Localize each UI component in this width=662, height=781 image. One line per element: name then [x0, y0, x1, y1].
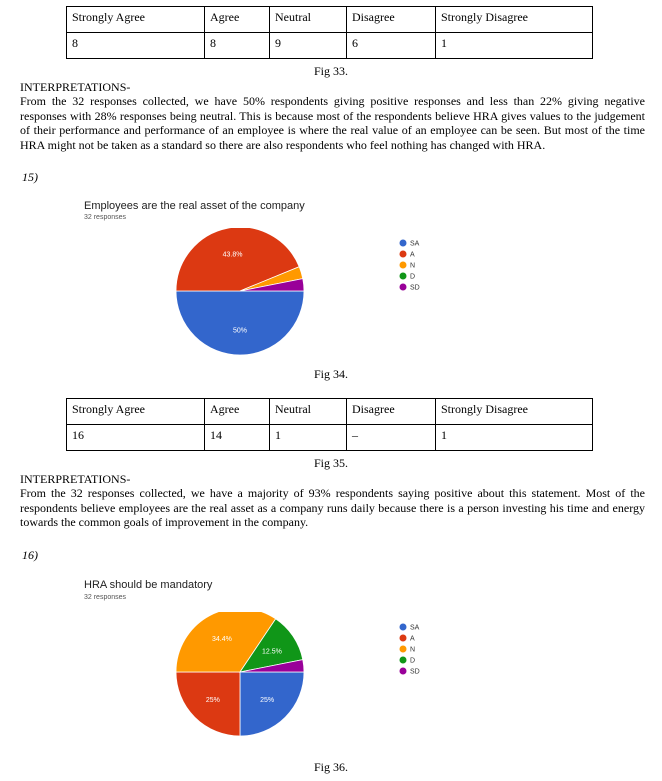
- legend-swatch-a: [400, 635, 407, 642]
- pie-chart-employees-asset: [160, 228, 460, 358]
- legend-label-d: D: [410, 273, 416, 281]
- value-cell: 9: [270, 33, 347, 59]
- legend-label-a: A: [410, 251, 415, 259]
- legend-swatch-d: [400, 657, 407, 664]
- interpretation-heading: INTERPRETATIONS-: [20, 80, 131, 94]
- table-row: [67, 33, 593, 59]
- figure-caption: Fig 36.: [314, 760, 349, 774]
- figure-caption: Fig 33.: [314, 64, 349, 78]
- legend-swatch-sa: [400, 624, 407, 631]
- legend-swatch-n: [400, 262, 407, 269]
- value-cell: 1: [436, 33, 593, 59]
- legend-swatch-a: [400, 251, 407, 258]
- value-cell: –: [347, 425, 436, 451]
- legend-label-a: A: [410, 635, 415, 643]
- figure-caption: Fig 34.: [314, 367, 349, 381]
- question-number: 16): [22, 548, 38, 562]
- header-cell: Strongly Agree: [67, 399, 205, 425]
- legend-label-sd: SD: [410, 668, 420, 676]
- pie-chart-hra-mandatory: [160, 612, 460, 742]
- header-cell: Neutral: [270, 399, 347, 425]
- legend-label-sa: SA: [410, 240, 420, 248]
- legend-swatch-sd: [400, 668, 407, 675]
- value-cell: 8: [67, 33, 205, 59]
- header-cell: Agree: [205, 399, 270, 425]
- pie-slice-sa: [176, 291, 304, 355]
- header-cell: Neutral: [270, 7, 347, 33]
- pie-slice-label: 34.4%: [211, 636, 232, 644]
- legend-label-sa: SA: [410, 624, 420, 632]
- interpretation-text: From the 32 responses collected, we have 50% respondents giving positive responses and less than 22% giving negative responses with 28% responses being neutral. This is because most of the respondents believe HRA gives values to the judgement of their performance and performance of an employee is where the real value of an employee can be seen. But most of the time HRA might not be taken as a standard so there are also respondents who feel nothing has changed with HRA.: [20, 94, 645, 152]
- legend-swatch-d: [400, 273, 407, 280]
- pie-slice-label: 25%: [205, 697, 220, 705]
- chart-subtitle: 32 responses: [84, 214, 127, 221]
- header-cell: Strongly Disagree: [436, 7, 593, 33]
- table-header-row: [67, 7, 593, 33]
- value-cell: 16: [67, 425, 205, 451]
- pie-slice-label: 12.5%: [262, 648, 282, 656]
- interpretation-heading: INTERPRETATIONS-: [20, 472, 131, 486]
- header-cell: Agree: [205, 7, 270, 33]
- value-cell: 1: [270, 425, 347, 451]
- header-cell: Strongly Agree: [67, 7, 205, 33]
- value-cell: 8: [205, 33, 270, 59]
- pie-slice-label: 50%: [232, 327, 248, 335]
- value-cell: 14: [205, 425, 270, 451]
- legend-label-d: D: [410, 657, 416, 665]
- header-cell: Strongly Disagree: [436, 399, 593, 425]
- legend-swatch-n: [400, 646, 407, 653]
- pie-slice-label: 43.8%: [222, 251, 243, 259]
- interpretation-text: From the 32 responses collected, we have a majority of 93% respondents saying positive about this statement. Most of the respondents believe employees are the real asset as a company runs daily because there is a person investing his time and energy towards the common goals of improvement in the company.: [20, 486, 645, 529]
- chart-title: HRA should be mandatory: [84, 579, 213, 591]
- table-header-row: [67, 399, 593, 425]
- response-table-top: [66, 6, 593, 59]
- pie-slice-label: 25%: [260, 697, 275, 705]
- legend-swatch-sd: [400, 284, 407, 291]
- response-table-employees-asset: [66, 398, 593, 451]
- table-row: [67, 425, 593, 451]
- value-cell: 1: [436, 425, 593, 451]
- figure-caption: Fig 35.: [314, 456, 349, 470]
- legend-label-n: N: [410, 262, 416, 270]
- chart-title: Employees are the real asset of the company: [84, 200, 305, 212]
- chart-subtitle: 32 responses: [84, 594, 127, 601]
- header-cell: Disagree: [347, 7, 436, 33]
- header-cell: Disagree: [347, 399, 436, 425]
- legend-label-sd: SD: [410, 284, 420, 292]
- legend-swatch-sa: [400, 240, 407, 247]
- value-cell: 6: [347, 33, 436, 59]
- question-number: 15): [22, 170, 38, 184]
- legend-label-n: N: [410, 646, 416, 654]
